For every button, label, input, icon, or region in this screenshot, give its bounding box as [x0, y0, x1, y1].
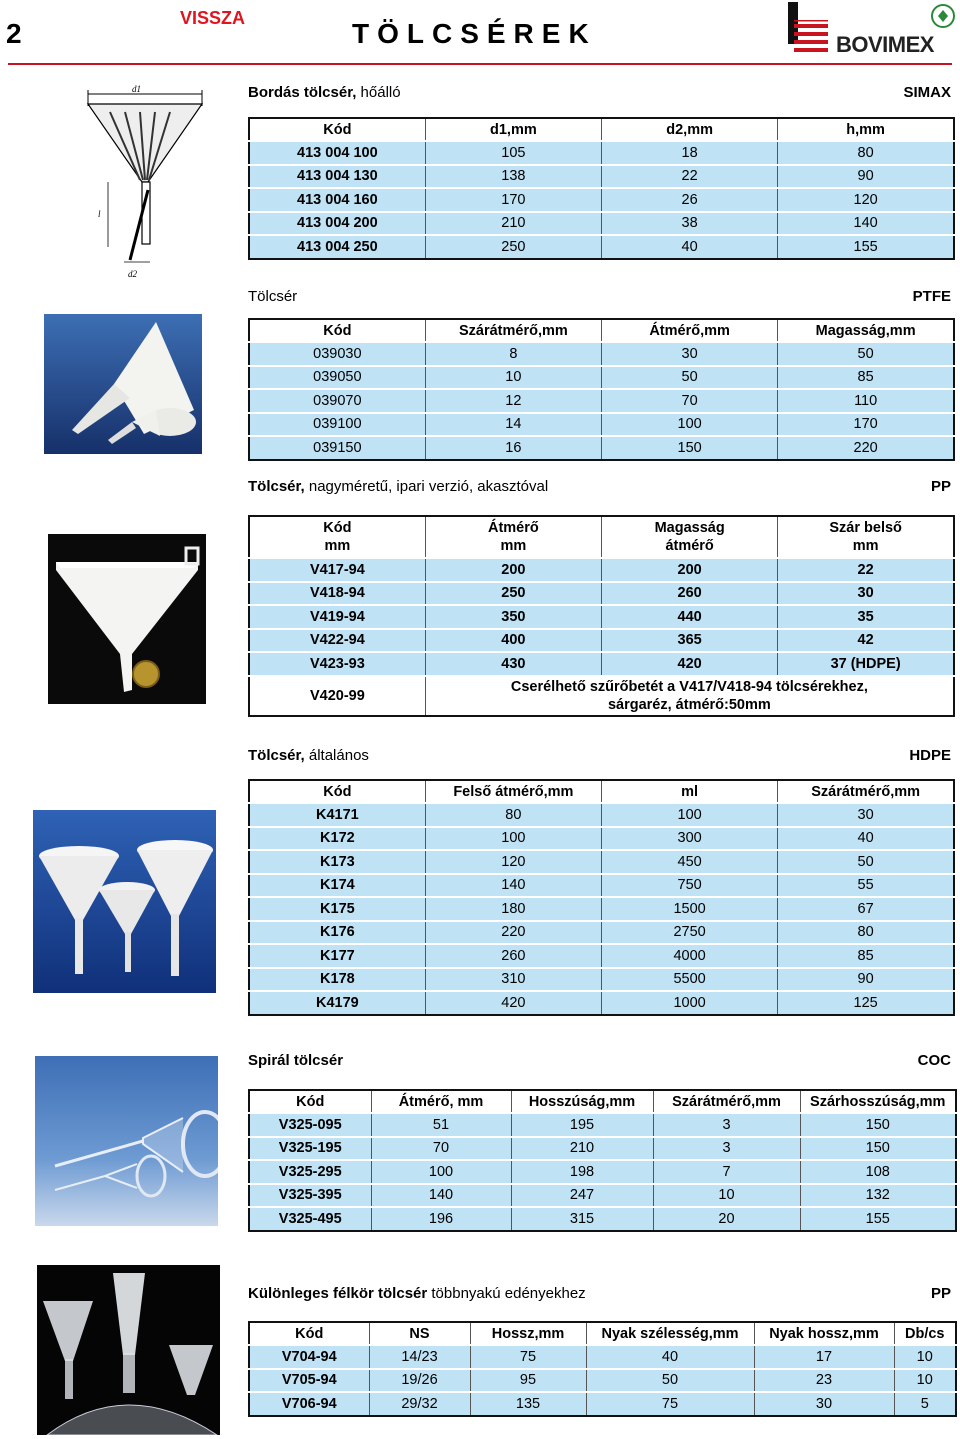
col-header: Kód mm [249, 516, 425, 558]
cell: 95 [470, 1369, 586, 1393]
cell: 300 [602, 827, 778, 851]
cell: 420 [425, 991, 601, 1015]
cell: 140 [778, 212, 954, 236]
cell: 5 [894, 1392, 956, 1416]
cell: 80 [778, 141, 954, 165]
cell: 10 [653, 1184, 800, 1208]
cell-code: V704-94 [249, 1345, 369, 1369]
table-row [249, 1160, 956, 1184]
ribbed-funnel-diagram [80, 82, 220, 282]
cell: 1000 [602, 991, 778, 1015]
cell: 38 [602, 212, 778, 236]
cell-code: V325-195 [249, 1137, 371, 1161]
cell: 155 [800, 1207, 956, 1231]
table-row [249, 1207, 956, 1231]
cell: 12 [425, 389, 601, 413]
back-link[interactable]: VISSZA [180, 8, 246, 28]
cell-code: 039150 [249, 436, 425, 460]
table-row [249, 413, 954, 437]
table-row [249, 968, 954, 992]
cell: 14/23 [369, 1345, 470, 1369]
cell: 1500 [602, 897, 778, 921]
cell-code: V423-93 [249, 652, 425, 676]
col-header: Szár belső mm [778, 516, 954, 558]
cell: 19/26 [369, 1369, 470, 1393]
col-header: Kód [249, 319, 425, 342]
table-row [249, 188, 954, 212]
col-header: Hossz,mm [470, 1322, 586, 1345]
material-hdpe: HDPE [909, 747, 951, 764]
section-title-ribbed-funnel: Bordás tölcsér, hőálló [248, 84, 401, 101]
cell-code: V705-94 [249, 1369, 369, 1393]
cell: 22 [602, 165, 778, 189]
cell-code: K176 [249, 921, 425, 945]
section-title-ptfe-funnel: Tölcsér [248, 288, 298, 305]
cell: 3 [653, 1113, 800, 1137]
cell: 400 [425, 629, 601, 653]
material-pp-2: PP [930, 1285, 951, 1302]
cell: 170 [425, 188, 601, 212]
col-header: d1,mm [425, 118, 601, 141]
page-title: TÖLCSÉREK [352, 18, 597, 49]
cell: 210 [425, 212, 601, 236]
cell: 138 [425, 165, 601, 189]
table-row [249, 921, 954, 945]
col-header: Kód [249, 118, 425, 141]
cell: 120 [778, 188, 954, 212]
hdpe-funnels-photo [33, 810, 216, 993]
table-row [249, 235, 954, 259]
cell: 51 [371, 1113, 511, 1137]
table-row [249, 629, 954, 653]
cell: 14 [425, 413, 601, 437]
cell: 80 [425, 803, 601, 827]
table-half-round-funnel [248, 1321, 957, 1417]
cell: 4000 [602, 944, 778, 968]
cell-code: V417-94 [249, 558, 425, 582]
cell: 67 [778, 897, 954, 921]
col-header: h,mm [778, 118, 954, 141]
cell: 35 [778, 605, 954, 629]
cell: 430 [425, 652, 601, 676]
cell: 29/32 [369, 1392, 470, 1416]
cell-code: V422-94 [249, 629, 425, 653]
table-row [249, 803, 954, 827]
cell: 310 [425, 968, 601, 992]
d2-label: d2 [128, 269, 137, 279]
cell: 150 [602, 436, 778, 460]
cell-code: K175 [249, 897, 425, 921]
cell: 247 [511, 1184, 653, 1208]
cell: 125 [778, 991, 954, 1015]
col-header: Felső átmérő,mm [425, 780, 601, 803]
cell: 132 [800, 1184, 956, 1208]
section-title-hdpe-funnel: Tölcsér, általános [248, 747, 369, 764]
note-cell: Cserélhető szűrőbetét a V417/V418-94 tölcsérekhez, sárgaréz, átmérő:50mm [425, 676, 954, 716]
table-row [249, 874, 954, 898]
cell-code: K4171 [249, 803, 425, 827]
col-header: Kód [249, 780, 425, 803]
cell: 10 [894, 1345, 956, 1369]
col-header: Hosszúság,mm [511, 1090, 653, 1113]
table-pp-industrial-funnel [248, 515, 955, 717]
cell-code: 039100 [249, 413, 425, 437]
col-header: ml [602, 780, 778, 803]
table-row-note [249, 676, 954, 716]
cell: 30 [602, 342, 778, 366]
cell: 750 [602, 874, 778, 898]
cell: 30 [754, 1392, 894, 1416]
cell: 18 [602, 141, 778, 165]
cell: 70 [371, 1137, 511, 1161]
cell: 420 [602, 652, 778, 676]
cell: 90 [778, 968, 954, 992]
col-header: Szárhosszúság,mm [800, 1090, 956, 1113]
table-row [249, 827, 954, 851]
cell-code: 413 004 160 [249, 188, 425, 212]
cell: 250 [425, 235, 601, 259]
half-round-funnel-photo [37, 1265, 220, 1435]
table-row [249, 582, 954, 606]
cell: 220 [778, 436, 954, 460]
cell-code: K172 [249, 827, 425, 851]
cell: 170 [778, 413, 954, 437]
col-header: NS [369, 1322, 470, 1345]
col-header: Szárátmérő,mm [778, 780, 954, 803]
cell: 105 [425, 141, 601, 165]
cell-code: 413 004 250 [249, 235, 425, 259]
table-row [249, 1392, 956, 1416]
table-row [249, 165, 954, 189]
table-row [249, 652, 954, 676]
cell: 20 [653, 1207, 800, 1231]
cell: 135 [470, 1392, 586, 1416]
table-hdpe-funnel [248, 779, 955, 1016]
cell: 42 [778, 629, 954, 653]
table-row [249, 389, 954, 413]
cell: 2750 [602, 921, 778, 945]
table-row [249, 342, 954, 366]
cell: 450 [602, 850, 778, 874]
cell: 75 [586, 1392, 754, 1416]
cell: 75 [470, 1345, 586, 1369]
cell: 220 [425, 921, 601, 945]
cell: 180 [425, 897, 601, 921]
table-row [249, 991, 954, 1015]
col-header: Szárátmérő,mm [653, 1090, 800, 1113]
table-row [249, 366, 954, 390]
table-row [249, 558, 954, 582]
table-spiral-funnel [248, 1089, 957, 1232]
table-row [249, 944, 954, 968]
cell: 85 [778, 366, 954, 390]
cell: 140 [425, 874, 601, 898]
material-ptfe: PTFE [912, 288, 951, 305]
col-header: Átmérő,mm [602, 319, 778, 342]
col-header: Átmérő mm [425, 516, 601, 558]
table-row [249, 1184, 956, 1208]
col-header: Nyak szélesség,mm [586, 1322, 754, 1345]
table-row [249, 1369, 956, 1393]
cell-code: K178 [249, 968, 425, 992]
cell: 140 [371, 1184, 511, 1208]
col-header: Kód [249, 1090, 371, 1113]
table-row [249, 1137, 956, 1161]
cell-code: V420-99 [249, 676, 425, 716]
cell: 10 [894, 1369, 956, 1393]
cell: 17 [754, 1345, 894, 1369]
cell: 210 [511, 1137, 653, 1161]
cell: 120 [425, 850, 601, 874]
cell: 350 [425, 605, 601, 629]
col-header: Db/cs [894, 1322, 956, 1345]
cell: 8 [425, 342, 601, 366]
cell: 260 [425, 944, 601, 968]
cell: 55 [778, 874, 954, 898]
cell: 70 [602, 389, 778, 413]
cell: 260 [602, 582, 778, 606]
cell: 100 [602, 803, 778, 827]
cell: 100 [602, 413, 778, 437]
cell-code: V706-94 [249, 1392, 369, 1416]
header-rule [8, 63, 952, 65]
cell: 26 [602, 188, 778, 212]
cell: 50 [778, 850, 954, 874]
d1-label: d1 [132, 84, 141, 94]
cell-code: V418-94 [249, 582, 425, 606]
cell: 196 [371, 1207, 511, 1231]
col-header: Magasság,mm [778, 319, 954, 342]
cell: 10 [425, 366, 601, 390]
cell: 22 [778, 558, 954, 582]
cell: 7 [653, 1160, 800, 1184]
cell: 365 [602, 629, 778, 653]
cell-code: 413 004 100 [249, 141, 425, 165]
cell-code: 039050 [249, 366, 425, 390]
brand-name: BOVIMEX [836, 32, 934, 57]
table-row [249, 897, 954, 921]
cell-code: V325-495 [249, 1207, 371, 1231]
cell: 315 [511, 1207, 653, 1231]
cell: 100 [371, 1160, 511, 1184]
col-header: Átmérő, mm [371, 1090, 511, 1113]
table-row [249, 141, 954, 165]
cell: 440 [602, 605, 778, 629]
cell-code: V419-94 [249, 605, 425, 629]
cell: 23 [754, 1369, 894, 1393]
cell: 90 [778, 165, 954, 189]
pp-industrial-funnel-photo [48, 534, 206, 704]
cell: 200 [602, 558, 778, 582]
table-row [249, 1113, 956, 1137]
cell: 195 [511, 1113, 653, 1137]
cell-code: 039030 [249, 342, 425, 366]
spiral-funnel-photo [35, 1056, 218, 1226]
col-header: d2,mm [602, 118, 778, 141]
cell: 16 [425, 436, 601, 460]
cell: 3 [653, 1137, 800, 1161]
table-row [249, 605, 954, 629]
cell: 40 [586, 1345, 754, 1369]
cell: 85 [778, 944, 954, 968]
table-row [249, 212, 954, 236]
cell: 108 [800, 1160, 956, 1184]
cell-code: 413 004 130 [249, 165, 425, 189]
table-ptfe-funnel [248, 318, 955, 461]
cell: 100 [425, 827, 601, 851]
cell: 40 [602, 235, 778, 259]
l-label: l [98, 209, 101, 219]
cell: 37 (HDPE) [778, 652, 954, 676]
cell: 5500 [602, 968, 778, 992]
material-coc: COC [917, 1052, 951, 1069]
cell-code: K173 [249, 850, 425, 874]
col-header: Magasság átmérő [602, 516, 778, 558]
col-header: Kód [249, 1322, 369, 1345]
cell: 30 [778, 582, 954, 606]
cell-code: V325-395 [249, 1184, 371, 1208]
cell: 30 [778, 803, 954, 827]
cell-code: K4179 [249, 991, 425, 1015]
cell: 110 [778, 389, 954, 413]
cell-code: 039070 [249, 389, 425, 413]
cell: 250 [425, 582, 601, 606]
cell: 50 [586, 1369, 754, 1393]
material-pp: PP [930, 478, 951, 495]
cell-code: V325-295 [249, 1160, 371, 1184]
cell: 198 [511, 1160, 653, 1184]
cell: 50 [602, 366, 778, 390]
cell-code: 413 004 200 [249, 212, 425, 236]
col-header: Szárátmérő,mm [425, 319, 601, 342]
ptfe-funnel-photo [44, 314, 202, 454]
table-row [249, 1345, 956, 1369]
table-row [249, 436, 954, 460]
cell: 150 [800, 1113, 956, 1137]
section-title-pp-industrial-funnel: Tölcsér, nagyméretű, ipari verzió, akasztóval [248, 478, 549, 495]
cell-code: V325-095 [249, 1113, 371, 1137]
cell: 40 [778, 827, 954, 851]
section-title-spiral-funnel: Spirál tölcsér [248, 1052, 344, 1069]
cell-code: K177 [249, 944, 425, 968]
table-row [249, 850, 954, 874]
section-title-half-round-funnel: Különleges félkör tölcsér többnyakú edényekhez [248, 1285, 586, 1302]
material-simax: SIMAX [903, 84, 951, 101]
cell: 80 [778, 921, 954, 945]
cell: 200 [425, 558, 601, 582]
cell: 50 [778, 342, 954, 366]
cell: 150 [800, 1137, 956, 1161]
table-ribbed-funnel [248, 117, 955, 260]
col-header: Nyak hossz,mm [754, 1322, 894, 1345]
page-number: 2 [6, 18, 22, 49]
cell-code: K174 [249, 874, 425, 898]
cell: 155 [778, 235, 954, 259]
